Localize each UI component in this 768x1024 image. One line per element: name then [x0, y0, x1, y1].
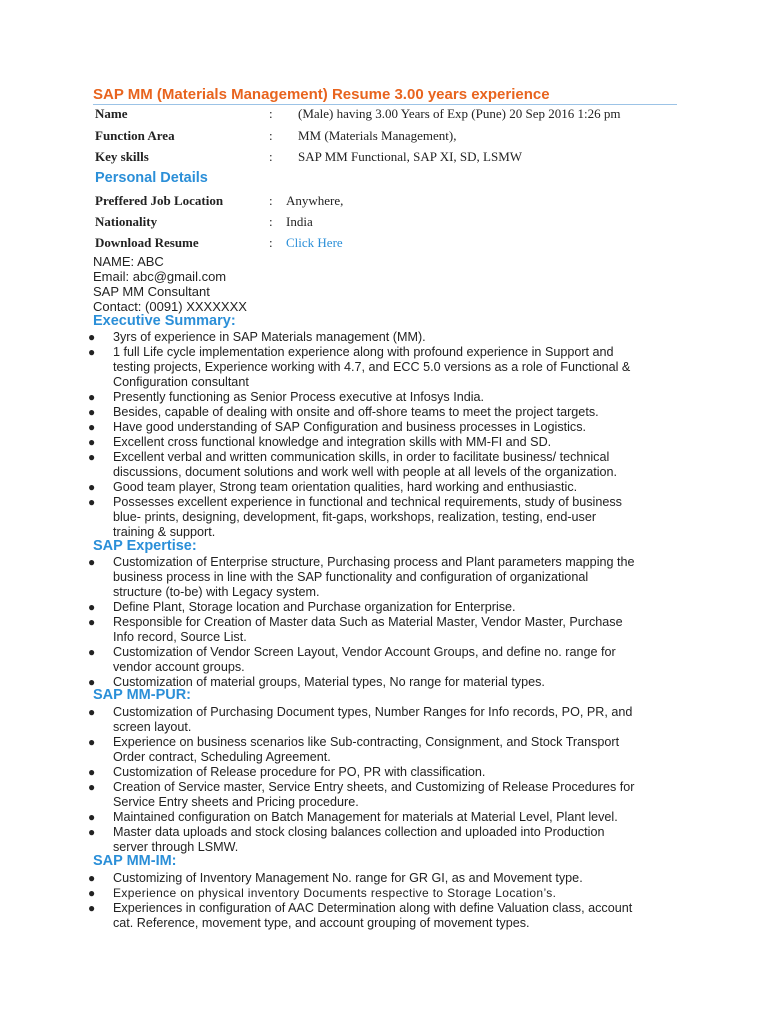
- contact-phone: Contact: (0091) XXXXXXX: [93, 299, 247, 314]
- list-item-line: Customizing of Inventory Management No. range for GR GI, as and Movement type.: [113, 871, 583, 885]
- download-resume-link[interactable]: Click Here: [286, 235, 343, 250]
- executive-summary-heading: Executive Summary:: [93, 313, 236, 329]
- bullet-icon: ●: [88, 405, 96, 419]
- field-separator: :: [269, 106, 273, 121]
- list-item: [0, 420, 690, 435]
- list-item-line: Experience on physical inventory Documents respective to Storage Location’s.: [113, 886, 557, 900]
- list-item-line: structure (to-be) with Legacy system.: [113, 585, 320, 599]
- list-item-line: Possesses excellent experience in functional and technical requirements, study of business: [113, 495, 622, 509]
- bullet-icon: ●: [88, 480, 96, 494]
- list-item-line: Good team player, Strong team orientation qualities, hard working and enthusiastic.: [113, 480, 578, 494]
- list-item-line: Order contract, Scheduling Agreement.: [113, 750, 331, 764]
- list-item-line: 3yrs of experience in SAP Materials management (MM).: [113, 330, 426, 344]
- sap-expertise-list: [0, 555, 690, 690]
- bullet-icon: ●: [88, 435, 96, 449]
- list-item-line: cat. Reference, movement type, and account grouping of movement types.: [113, 916, 530, 930]
- contact-role: SAP MM Consultant: [93, 284, 210, 299]
- field-value: MM (Materials Management),: [298, 128, 457, 143]
- bullet-icon: ●: [88, 675, 96, 689]
- list-item-line: Customization of Enterprise structure, Purchasing process and Plant parameters mapping the: [113, 555, 635, 569]
- list-item: [0, 450, 690, 480]
- personal-details-heading: Personal Details: [95, 170, 208, 186]
- field-key: Name: [95, 106, 128, 121]
- list-item-line: Excellent verbal and written communication skills, in order to facilitate business/ technical: [113, 450, 610, 464]
- list-item-line: Service Entry sheets and Pricing procedure.: [113, 795, 359, 809]
- bullet-icon: ●: [88, 825, 96, 839]
- contact-email: Email: abc@gmail.com: [93, 269, 227, 284]
- bullet-icon: ●: [88, 705, 96, 719]
- list-item-line: Customization of Purchasing Document types, Number Ranges for Info records, PO, PR, and: [113, 705, 633, 719]
- list-item: [0, 825, 690, 855]
- list-item-line: discussions, document solutions and work well with people at all levels of the organization.: [113, 465, 618, 479]
- list-item: [0, 480, 690, 495]
- list-item: [0, 330, 690, 345]
- list-item-line: blue- prints, designing, development, fit-gaps, workshops, realization, testing, end-user: [113, 510, 597, 524]
- list-item-line: Customization of Release procedure for PO, PR with classification.: [113, 765, 486, 779]
- field-value: (Male) having 3.00 Years of Exp (Pune) 20 Sep 2016 1:26 pm: [298, 106, 621, 121]
- list-item: [0, 435, 690, 450]
- list-item-line: testing projects, Experience working with 4.7, and ECC 5.0 versions as a role of Functional &: [113, 360, 631, 374]
- list-item-line: Info record, Source List.: [113, 630, 247, 644]
- list-item-line: Besides, capable of dealing with onsite and off-shore teams to meet the project targets.: [113, 405, 599, 419]
- list-item-line: server through LSMW.: [113, 840, 239, 854]
- list-item-line: Have good understanding of SAP Configuration and business processes in Logistics.: [113, 420, 587, 434]
- bullet-icon: ●: [88, 420, 96, 434]
- bullet-icon: ●: [88, 390, 96, 404]
- list-item-line: Responsible for Creation of Master data Such as Material Master, Vendor Master, Purchase: [113, 615, 623, 629]
- list-item-line: Maintained configuration on Batch Management for materials at Material Level, Plant level.: [113, 810, 618, 824]
- list-item: [0, 765, 690, 780]
- list-item-line: 1 full Life cycle implementation experience along with profound experience in Support and: [113, 345, 614, 359]
- list-item-line: screen layout.: [113, 720, 192, 734]
- list-item-line: business process in line with the SAP functionality and configuration of organizational: [113, 570, 589, 584]
- list-item-line: Creation of Service master, Service Entry sheets, and Customizing of Release Procedures for: [113, 780, 635, 794]
- list-item: [0, 705, 690, 735]
- page-title: SAP MM (Materials Management) Resume 3.00 years experience: [93, 86, 677, 105]
- bullet-icon: ●: [88, 735, 96, 749]
- list-item: [0, 615, 690, 645]
- executive-summary-list: [0, 330, 690, 540]
- list-item-line: Customization of material groups, Material types, No range for material types.: [113, 675, 545, 689]
- list-item-line: Presently functioning as Senior Process executive at Infosys India.: [113, 390, 485, 404]
- field-value: Anywhere,: [286, 193, 344, 208]
- list-item-line: training & support.: [113, 525, 216, 539]
- sap-mm-pur-list: [0, 705, 690, 855]
- field-separator: :: [269, 193, 273, 208]
- field-separator: :: [269, 128, 273, 143]
- sap-mm-pur-heading: SAP MM-PUR:: [93, 687, 192, 703]
- bullet-icon: ●: [88, 645, 96, 659]
- list-item: [0, 405, 690, 420]
- list-item-line: Master data uploads and stock closing balances collection and uploaded into Production: [113, 825, 605, 839]
- field-separator: :: [269, 149, 273, 164]
- list-item-line: vendor account groups.: [113, 660, 245, 674]
- bullet-icon: ●: [88, 330, 96, 344]
- bullet-icon: ●: [88, 780, 96, 794]
- list-item: [0, 901, 690, 931]
- list-item-line: Experience on business scenarios like Sub-contracting, Consignment, and Stock Transport: [113, 735, 620, 749]
- bullet-icon: ●: [88, 810, 96, 824]
- bullet-icon: ●: [88, 901, 96, 915]
- bullet-icon: ●: [88, 615, 96, 629]
- list-item-line: Excellent cross functional knowledge and integration skills with MM-FI and SD.: [113, 435, 552, 449]
- field-key: Preffered Job Location: [95, 193, 224, 208]
- list-item: [0, 495, 690, 540]
- field-separator: :: [269, 214, 273, 229]
- field-value: India: [286, 214, 313, 229]
- field-key: Download Resume: [95, 235, 199, 250]
- list-item: [0, 555, 690, 600]
- list-item: [0, 780, 690, 810]
- list-item: [0, 871, 690, 886]
- contact-block: [93, 254, 247, 314]
- bullet-icon: ●: [88, 600, 96, 614]
- bullet-icon: ●: [88, 555, 96, 569]
- field-key: Key skills: [95, 149, 149, 164]
- list-item: [0, 600, 690, 615]
- field-key: Nationality: [95, 214, 158, 229]
- list-item: [0, 345, 690, 390]
- field-value: SAP MM Functional, SAP XI, SD, LSMW: [298, 149, 523, 164]
- list-item-line: Customization of Vendor Screen Layout, Vendor Account Groups, and define no. range for: [113, 645, 616, 659]
- bullet-icon: ●: [88, 765, 96, 779]
- bullet-icon: ●: [88, 450, 96, 464]
- sap-mm-im-heading: SAP MM-IM:: [93, 853, 177, 869]
- list-item: [0, 390, 690, 405]
- list-item: [0, 886, 690, 901]
- sap-mm-im-list: [0, 871, 690, 931]
- bullet-icon: ●: [88, 495, 96, 509]
- sap-expertise-heading: SAP Expertise:: [93, 538, 197, 554]
- field-separator: :: [269, 235, 273, 250]
- contact-name: NAME: ABC: [93, 254, 164, 269]
- list-item: [0, 735, 690, 765]
- list-item-line: Define Plant, Storage location and Purchase organization for Enterprise.: [113, 600, 516, 614]
- field-key: Function Area: [95, 128, 175, 143]
- list-item: [0, 645, 690, 675]
- bullet-icon: ●: [88, 886, 96, 900]
- list-item: [0, 810, 690, 825]
- bullet-icon: ●: [88, 345, 96, 359]
- bullet-icon: ●: [88, 871, 96, 885]
- list-item-line: Experiences in configuration of AAC Determination along with define Valuation class, account: [113, 901, 633, 915]
- list-item-line: Configuration consultant: [113, 375, 249, 389]
